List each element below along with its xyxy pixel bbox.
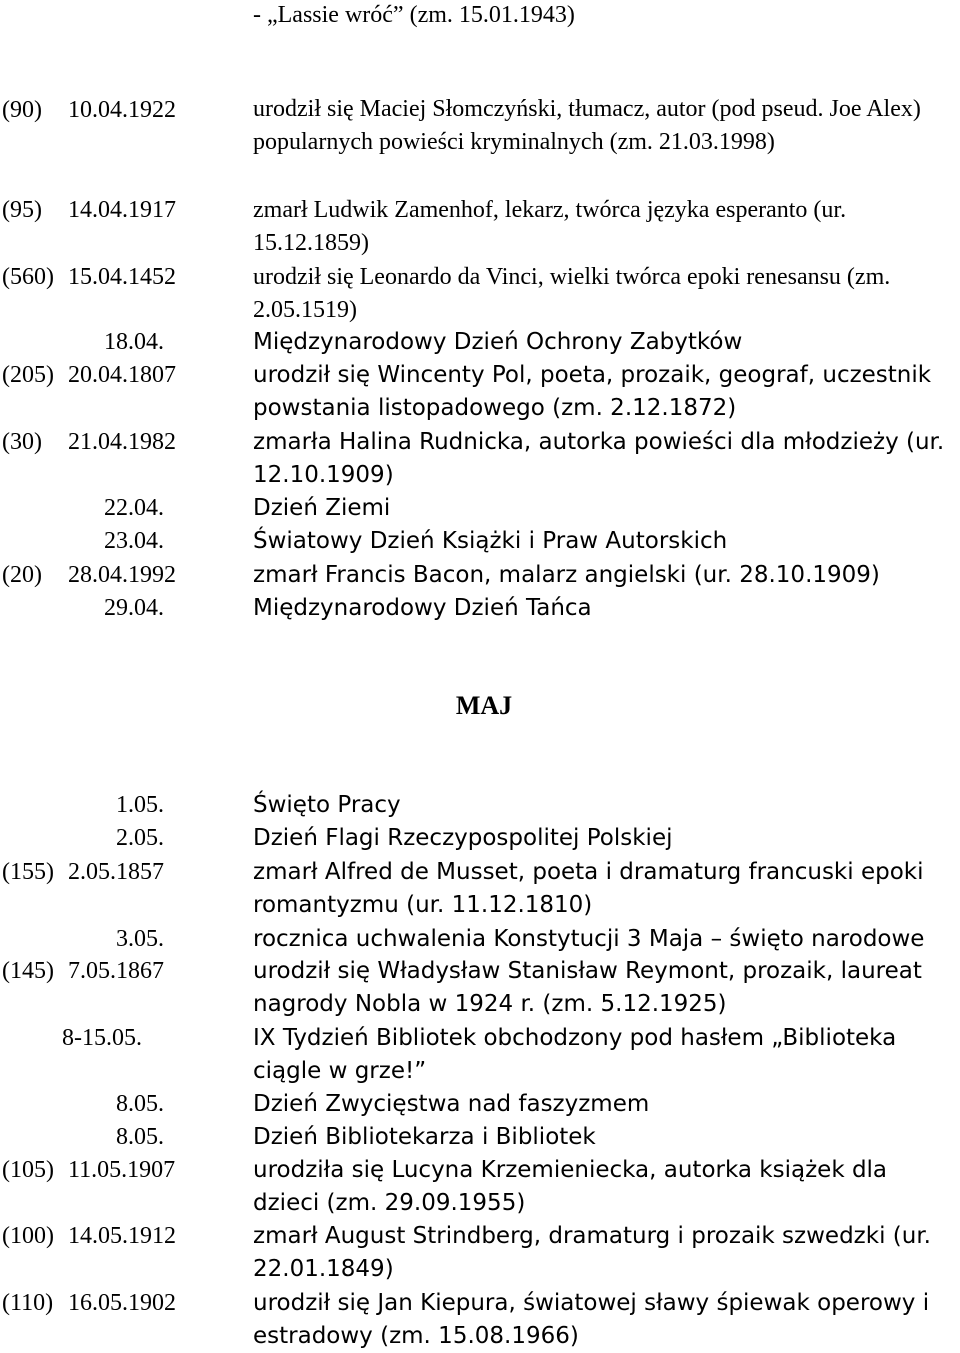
entry-date: 23.04. xyxy=(104,528,164,554)
entry-text: urodził się Władysław Stanisław Reymont, prozaik, laureat nagrody Nobla w 1924 r. (zm. 5.12.1925) xyxy=(253,958,922,1017)
entry-date: 8.05. xyxy=(116,1091,164,1117)
anniversary-number: (30) xyxy=(2,429,42,455)
anniversary-number: (105) xyxy=(2,1157,54,1183)
entry-text: urodziła się Lucyna Krzemieniecka, autorka książek dla dzieci (zm. 29.09.1955) xyxy=(253,1157,888,1216)
entry-text: Dzień Bibliotekarza i Bibliotek xyxy=(253,1124,596,1150)
entry-date: 7.05.1867 xyxy=(68,958,164,984)
entry-text: rocznica uchwalenia Konstytucji 3 Maja – święto narodowe xyxy=(253,926,925,952)
entry-text: urodził się Leonardo da Vinci, wielki twórca epoki renesansu (zm. 2.05.1519) xyxy=(253,264,891,323)
entry-date: 8-15.05. xyxy=(62,1025,142,1051)
anniversary-number: (20) xyxy=(2,562,42,588)
entry-date: 18.04. xyxy=(104,329,164,355)
entry-date: 14.05.1912 xyxy=(68,1223,176,1249)
anniversary-number: (100) xyxy=(2,1223,54,1249)
header-line: - „Lassie wróć” (zm. 15.01.1943) xyxy=(253,2,575,28)
anniversary-number: (95) xyxy=(2,197,42,223)
anniversary-number: (205) xyxy=(2,362,54,388)
anniversary-number: (110) xyxy=(2,1290,54,1316)
entry-date: 3.05. xyxy=(116,926,164,952)
entry-date: 15.04.1452 xyxy=(68,264,176,290)
entry-date: 28.04.1992 xyxy=(68,562,176,588)
entry-date: 16.05.1902 xyxy=(68,1290,176,1316)
entry-date: 22.04. xyxy=(104,495,164,521)
entry-date: 1.05. xyxy=(116,792,164,818)
entry-text: urodził się Wincenty Pol, poeta, prozaik, geograf, uczestnik powstania listopadowego (zm. 2.12.1872) xyxy=(253,362,932,421)
anniversary-number: (155) xyxy=(2,859,54,885)
anniversary-number: (560) xyxy=(2,264,54,290)
entry-text: Międzynarodowy Dzień Tańca xyxy=(253,595,592,621)
entry-text: Dzień Zwycięstwa nad faszyzmem xyxy=(253,1091,650,1117)
entry-text: zmarł Alfred de Musset, poeta i dramaturg francuski epoki romantyzmu (ur. 11.12.1810) xyxy=(253,859,924,918)
entry-text: Międzynarodowy Dzień Ochrony Zabytków xyxy=(253,329,743,355)
entry-date: 21.04.1982 xyxy=(68,429,176,455)
entry-date: 2.05.1857 xyxy=(68,859,164,885)
entry-date: 29.04. xyxy=(104,595,164,621)
entry-date: 10.04.1922 xyxy=(68,97,176,123)
entry-text: urodził się Jan Kiepura, światowej sławy śpiewak operowy i estradowy (zm. 15.08.1966) xyxy=(253,1290,930,1349)
entry-date: 14.04.1917 xyxy=(68,197,176,223)
entry-text: zmarł August Strindberg, dramaturg i prozaik szwedzki (ur. 22.01.1849) xyxy=(253,1223,931,1282)
month-heading: MAJ xyxy=(455,691,513,720)
entry-text: Światowy Dzień Książki i Praw Autorskich xyxy=(253,528,728,554)
entry-text: Święto Pracy xyxy=(253,792,401,818)
entry-date: 8.05. xyxy=(116,1124,164,1150)
entry-date: 2.05. xyxy=(116,825,164,851)
entry-text: urodził się Maciej Słomczyński, tłumacz, autor (pod pseud. Joe Alex) popularnych powieści kryminalnych (zm. 21.03.1998) xyxy=(253,96,921,155)
entry-text: Dzień Ziemi xyxy=(253,495,391,521)
entry-text: zmarła Halina Rudnicka, autorka powieści dla młodzieży (ur. 12.10.1909) xyxy=(253,429,945,488)
anniversary-number: (145) xyxy=(2,958,54,984)
entry-date: 20.04.1807 xyxy=(68,362,176,388)
entry-text: Dzień Flagi Rzeczypospolitej Polskiej xyxy=(253,825,673,851)
entry-text: IX Tydzień Bibliotek obchodzony pod hasłem „Biblioteka ciągle w grze!” xyxy=(253,1025,897,1084)
entry-text: zmarł Ludwik Zamenhof, lekarz, twórca języka esperanto (ur. 15.12.1859) xyxy=(253,197,847,256)
entry-text: zmarł Francis Bacon, malarz angielski (ur. 28.10.1909) xyxy=(253,562,880,588)
anniversary-number: (90) xyxy=(2,97,42,123)
entry-date: 11.05.1907 xyxy=(68,1157,176,1183)
